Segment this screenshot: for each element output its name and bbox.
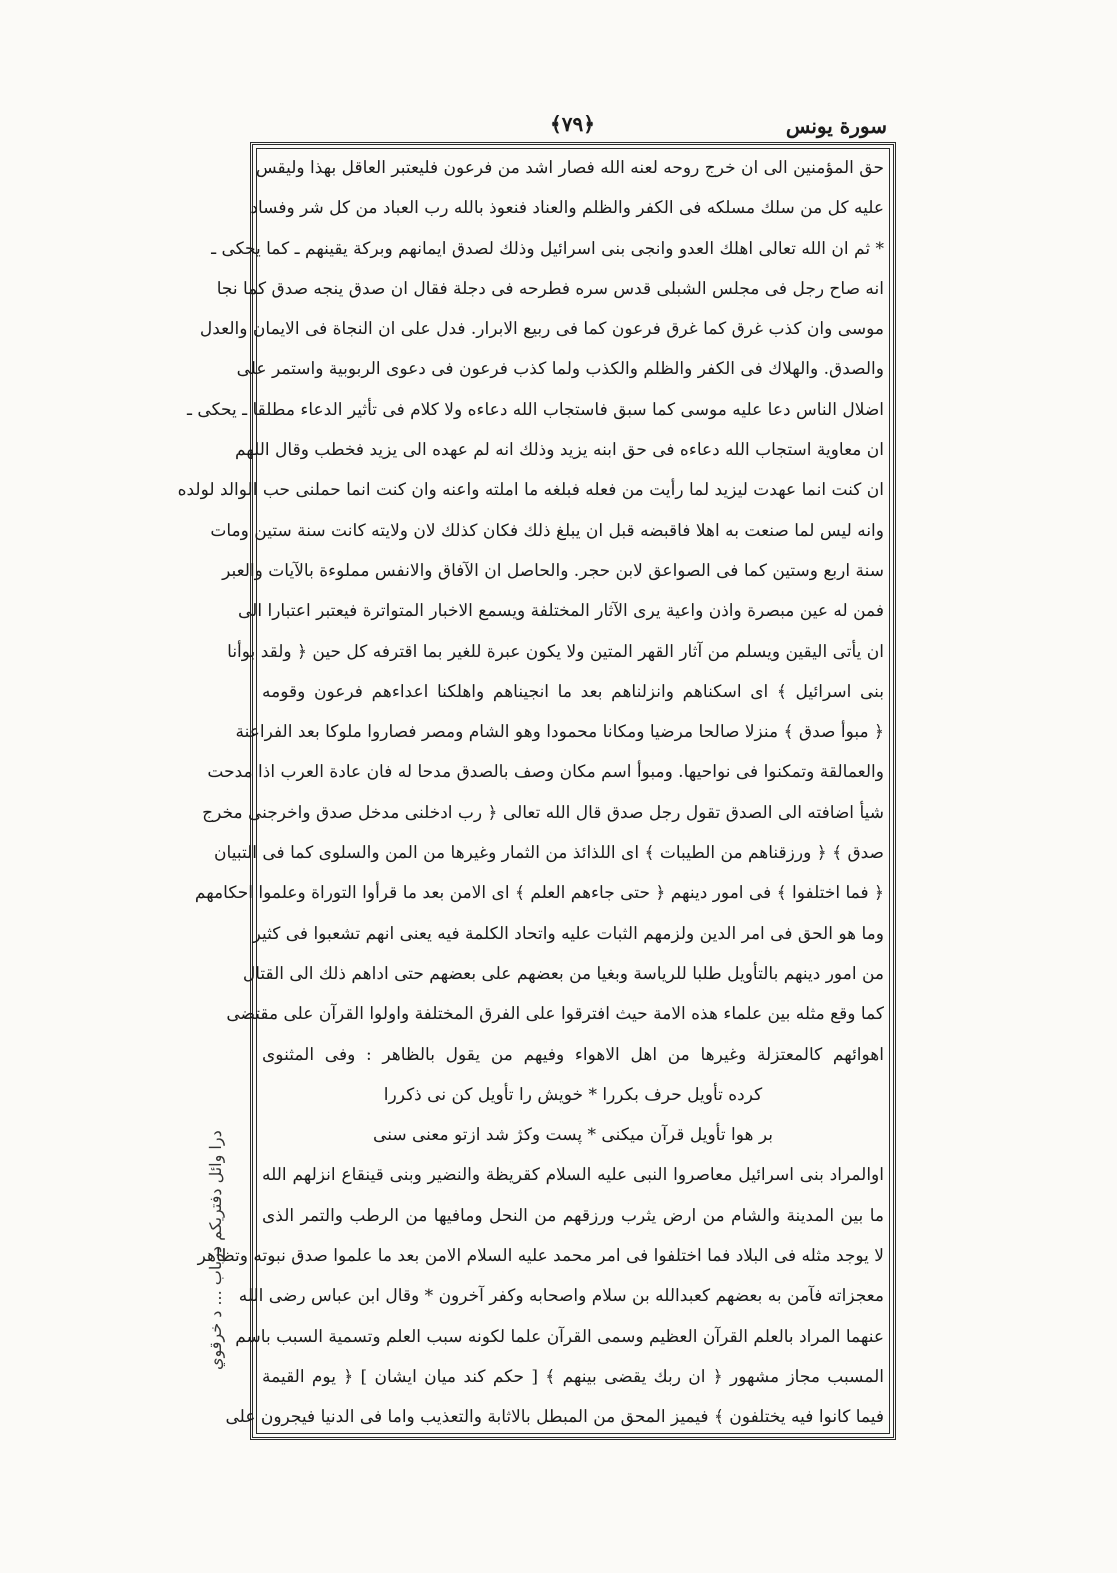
text-line: بنى اسرائيل ﴾ اى اسكناهم وانزلناهم بعد ما انجيناهم واهلكنا اعداءهم فرعون وقومه bbox=[262, 681, 884, 702]
page-header bbox=[250, 112, 895, 142]
text-line: عليه كل من سلك مسلكه فى الكفر والظلم والعناد فنعوذ بالله رب العباد من كل شر وفساد bbox=[250, 198, 884, 219]
text-line: * ثم ان الله تعالى اهلك العدو وانجى بنى اسرائيل وذلك لصدق ايمانهم وبركة يقينهم ـ كما يحكى ـ bbox=[211, 238, 884, 259]
text-line: المسبب مجاز مشهور ﴿ ان ربك يقضى بينهم ﴾ [ حكم كند ميان ايشان ] ﴿ يوم القيمة bbox=[262, 1366, 884, 1387]
text-line: من امور دينهم بالتأويل طلبا للرياسة وبغيا من بعضهم على بعضهم حتى اداهم ذلك الى القتال bbox=[242, 963, 884, 984]
page-number: ﴿٧٩﴾ bbox=[550, 112, 595, 136]
text-line: موسى وان كذب غرق كما غرق فرعون كما فى ربيع الابرار. فدل على ان النجاة فى الايمان والعدل bbox=[199, 319, 884, 340]
text-line: ان يأتى اليقين ويسلم من آثار القهر المتين ولا يكون عبرة للغير بما اقترفه كل حين ﴿ ولقد بوأنا bbox=[227, 641, 884, 662]
text-line: معجزاته فآمن به بعضهم كعبدالله بن سلام واصحابه وكفر آخرون * وقال ابن عباس رضى الله bbox=[238, 1286, 884, 1307]
text-line: والصدق. والهلاك فى الكفر والظلم والكذب ولما كذب فرعون فى دعوى الربوبية واستمر على bbox=[236, 359, 884, 380]
text-line: فمن له عين مبصرة واذن واعية يرى الآثار المختلفة ويسمع الاخبار المتواترة فيعتبر اعتبارا الى bbox=[238, 601, 884, 622]
text-line: ما بين المدينة والشام من ارض يثرب ورزقهم من النحل ومافيها من الرطب والتمر الذى bbox=[262, 1205, 884, 1226]
text-line: ان معاوية استجاب الله دعاءه فى حق ابنه يزيد وذلك انه لم عهده الى يزيد فخطب وقال اللهم bbox=[234, 440, 884, 461]
text-line: فيما كانوا فيه يختلفون ﴾ فيميز المحق من المبطل بالاثابة والتعذيب واما فى الدنيا فيجرون على bbox=[225, 1407, 884, 1428]
text-line: اهوائهم كالمعتزلة وغيرها من اهل الاهواء وفيهم من يقول بالظاهر : وفى المثنوى bbox=[262, 1044, 884, 1065]
poem-verse: كرده تأويل حرف بكررا * خويش را تأويل كن نى ذكررا bbox=[383, 1084, 763, 1105]
text-line: ﴿ فما اختلفوا ﴾ فى امور دينهم ﴿ حتى جاءهم العلم ﴾ اى الامن بعد ما قرأوا التوراة وعلموا احكامهم bbox=[194, 883, 884, 904]
text-line: كما وقع مثله بين علماء هذه الامة حيث افترقوا على الفرق المختلفة واولوا القرآن على مقتضى bbox=[226, 1004, 884, 1025]
text-line: انه صاح رجل فى مجلس الشبلى قدس سره فطرحه فى دجلة فقال ان صدق ينجه صدق كما نجا bbox=[216, 278, 884, 299]
text-line: عنهما المراد بالعلم القرآن العظيم وسمى القرآن علما لكونه سبب العلم وتسمية السبب باسم bbox=[235, 1326, 884, 1347]
text-line: حق المؤمنين الى ان خرج روحه لعنه الله فصار اشد من فرعون فليعتبر العاقل بهذا وليقس bbox=[255, 158, 884, 178]
surah-title: سورة يونس bbox=[785, 114, 887, 138]
margin-note: درا وائل دفتريكم درباب ... د خرقوي bbox=[206, 1130, 225, 1370]
text-line: صدق ﴾ ﴿ ورزقناهم من الطيبات ﴾ اى اللذائذ من الثمار وغيرها من المن والسلوى كما فى التبيان bbox=[214, 843, 884, 864]
text-line: لا يوجد مثله فى البلاد فما اختلفوا فى امر محمد عليه السلام الامن بعد ما علموا صدق نبوته وتظاهر bbox=[197, 1246, 884, 1267]
text-line: اضلال الناس دعا عليه موسى كما سبق فاستجاب الله دعاءه ولا كلام فى تأثير الدعاء مطلقا ـ يحكى ـ bbox=[187, 399, 884, 420]
text-line: وانه ليس لما صنعت به اهلا فاقبضه قبل ان يبلغ ذلك فكان كذلك لان ولايته كانت سنة ستين ومات bbox=[210, 520, 884, 541]
text-line: ﴿ مبوأ صدق ﴾ منزلا صالحا مرضيا ومكانا محمودا وهو الشام ومصر فصاروا ملوكا بعد الفراعنة bbox=[235, 722, 884, 743]
text-line: سنة اربع وستين كما فى الصواعق لابن حجر. والحاصل ان الآفاق والانفس مملوءة بالآيات والعبر bbox=[222, 560, 884, 581]
text-line: وما هو الحق فى امر الدين ولزمهم الثبات عليه واتحاد الكلمة فيه يعنى انهم تشعبوا فى كثير bbox=[252, 923, 884, 944]
text-line: اوالمراد بنى اسرائيل معاصروا النبى عليه السلام كقريظة والنضير وبنى قينقاع انزلهم الله bbox=[262, 1165, 884, 1186]
poem-verse: بر هوا تأويل قرآن ميكنى * پست وكژ شد ازتو معنى سنى bbox=[373, 1125, 773, 1146]
text-line: ان كنت انما عهدت ليزيد لما رأيت من فعله فبلغه ما املته واعنه وان كنت انما حملنى حب الوالد لولده bbox=[177, 480, 884, 501]
text-line: شيأ اضافته الى الصدق تقول رجل صدق قال الله تعالى ﴿ رب ادخلنى مدخل صدق واخرجنى مخرج bbox=[202, 802, 884, 823]
text-line: والعمالقة وتمكنوا فى نواحيها. ومبوأ اسم مكان وصف بالصدق مدحا له فان عادة العرب اذا مدحت bbox=[207, 762, 884, 783]
